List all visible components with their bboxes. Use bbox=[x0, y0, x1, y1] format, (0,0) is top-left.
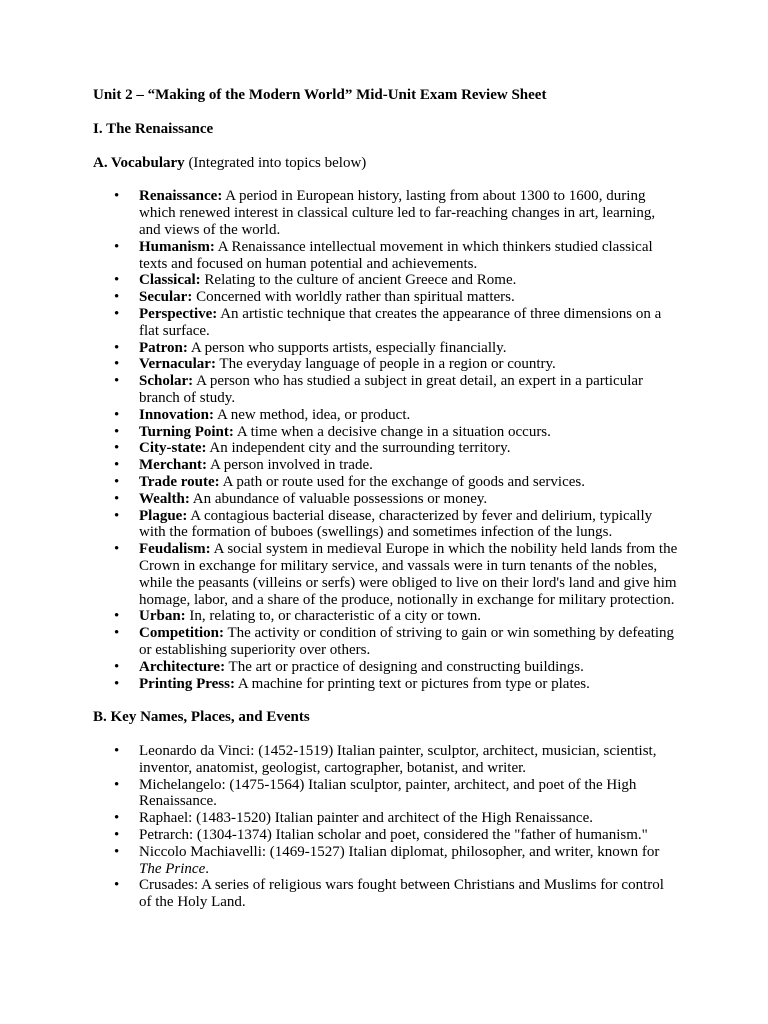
bullet-glyph: • bbox=[114, 238, 120, 255]
vocabulary-definition: An abundance of valuable possessions or money. bbox=[189, 490, 488, 507]
vocabulary-definition: The activity or condition of striving to gain or win something by defeating or establishing superiority over others. bbox=[139, 625, 675, 658]
vocabulary-term: Innovation: bbox=[139, 406, 215, 423]
bullet-glyph: • bbox=[114, 658, 120, 675]
vocabulary-definition: Concerned with worldly rather than spiritual matters. bbox=[192, 289, 515, 306]
vocabulary-definition: The everyday language of people in a region or country. bbox=[215, 356, 556, 373]
vocabulary-term: Merchant: bbox=[139, 457, 208, 474]
bullet-glyph: • bbox=[114, 608, 120, 625]
vocabulary-definition: A person involved in trade. bbox=[207, 457, 373, 474]
key-name-text: Petrarch: (1304-1374) Italian scholar and poet, considered the "father of humanism." bbox=[139, 827, 648, 844]
vocabulary-item bbox=[93, 608, 678, 625]
vocabulary-term: Architecture: bbox=[139, 658, 226, 675]
key-name-item bbox=[93, 877, 678, 911]
vocabulary-term: Turning Point: bbox=[139, 423, 234, 440]
bullet-glyph: • bbox=[114, 373, 120, 390]
key-name-item bbox=[93, 827, 678, 844]
vocabulary-item bbox=[93, 340, 678, 357]
vocabulary-item bbox=[93, 188, 678, 238]
vocabulary-term: Urban: bbox=[139, 608, 186, 625]
vocabulary-definition: A new method, idea, or product. bbox=[214, 406, 411, 423]
vocabulary-item bbox=[93, 659, 678, 676]
vocabulary-item bbox=[93, 289, 678, 306]
bullet-glyph: • bbox=[114, 507, 120, 524]
key-name-text: Niccolo Machiavelli: (1469-1527) Italian diplomat, philosopher, and writer, known for bbox=[139, 843, 660, 860]
document-title: Unit 2 – “Making of the Modern World” Mid-Unit Exam Review Sheet bbox=[93, 87, 547, 103]
vocabulary-item bbox=[93, 541, 678, 608]
subheading-key-names: B. Key Names, Places, and Events bbox=[93, 709, 310, 726]
vocabulary-item bbox=[93, 474, 678, 491]
bullet-glyph: • bbox=[114, 877, 120, 894]
vocabulary-term: Classical: bbox=[139, 272, 201, 289]
bullet-glyph: • bbox=[114, 843, 120, 860]
subheading-vocabulary bbox=[93, 155, 678, 172]
bullet-glyph: • bbox=[114, 423, 120, 440]
bullet-glyph: • bbox=[114, 743, 120, 760]
key-name-item bbox=[93, 777, 678, 811]
bullet-glyph: • bbox=[114, 339, 120, 356]
vocabulary-term: Printing Press: bbox=[139, 675, 235, 692]
bullet-glyph: • bbox=[114, 827, 120, 844]
key-name-text: Crusades: A series of religious wars fought between Christians and Muslims for control of the Holy Land. bbox=[139, 877, 664, 911]
vocabulary-definition: An artistic technique that creates the appearance of three dimensions on a flat surface. bbox=[139, 305, 662, 339]
key-name-text: Raphael: (1483-1520) Italian painter and architect of the High Renaissance. bbox=[139, 810, 593, 827]
subheading-vocabulary-label: A. Vocabulary bbox=[93, 154, 185, 171]
vocabulary-item bbox=[93, 508, 678, 542]
vocabulary-term: Feudalism: bbox=[139, 541, 211, 558]
vocabulary-definition: A machine for printing text or pictures from type or plates. bbox=[234, 675, 590, 692]
vocabulary-item bbox=[93, 424, 678, 441]
vocabulary-item bbox=[93, 306, 678, 340]
vocabulary-item bbox=[93, 440, 678, 457]
vocabulary-item bbox=[93, 356, 678, 373]
vocabulary-term: Scholar: bbox=[139, 373, 194, 390]
bullet-glyph: • bbox=[114, 305, 120, 322]
vocabulary-term: Perspective: bbox=[139, 305, 218, 322]
vocabulary-definition: An independent city and the surrounding territory. bbox=[206, 440, 511, 457]
vocabulary-definition: Relating to the culture of ancient Greece and Rome. bbox=[200, 272, 517, 289]
vocabulary-item bbox=[93, 457, 678, 474]
vocabulary-term: Renaissance: bbox=[139, 188, 223, 205]
vocabulary-term: Humanism: bbox=[139, 238, 215, 255]
vocabulary-item bbox=[93, 272, 678, 289]
bullet-glyph: • bbox=[114, 675, 120, 692]
bullet-glyph: • bbox=[114, 440, 120, 457]
bullet-glyph: • bbox=[114, 289, 120, 306]
bullet-glyph: • bbox=[114, 406, 120, 423]
bullet-glyph: • bbox=[114, 776, 120, 793]
vocabulary-definition: A period in European history, lasting from about 1300 to 1600, during which renewed interest in classical culture led to far-reaching changes in art, learning, and views of the world. bbox=[139, 188, 656, 238]
subheading-vocabulary-note: (Integrated into topics below) bbox=[184, 154, 367, 171]
vocabulary-item bbox=[93, 239, 678, 273]
vocabulary-term: Patron: bbox=[139, 339, 188, 356]
bullet-glyph: • bbox=[114, 541, 120, 558]
vocabulary-term: Plague: bbox=[139, 507, 188, 524]
vocabulary-definition: A person who has studied a subject in great detail, an expert in a particular branch of study. bbox=[139, 373, 644, 406]
vocabulary-item bbox=[93, 491, 678, 508]
vocabulary-list bbox=[93, 188, 678, 692]
vocabulary-item bbox=[93, 373, 678, 407]
vocabulary-definition: In, relating to, or characteristic of a city or town. bbox=[185, 608, 481, 625]
bullet-glyph: • bbox=[114, 490, 120, 507]
bullet-glyph: • bbox=[114, 188, 120, 205]
vocabulary-term: Vernacular: bbox=[139, 356, 216, 373]
section-heading-renaissance: I. The Renaissance bbox=[93, 120, 214, 137]
vocabulary-definition: A person who supports artists, especially financially. bbox=[187, 339, 507, 356]
vocabulary-item bbox=[93, 407, 678, 424]
key-name-item bbox=[93, 810, 678, 827]
bullet-glyph: • bbox=[114, 356, 120, 373]
vocabulary-definition: A Renaissance intellectual movement in which thinkers studied classical texts and focused on human potential and achievements. bbox=[139, 238, 653, 272]
vocabulary-term: City-state: bbox=[139, 440, 207, 457]
vocabulary-item bbox=[93, 676, 678, 693]
vocabulary-definition: A social system in medieval Europe in which the nobility held lands from the Crown in exchange for military service, and vassals were in turn tenants of the nobles, while the peasants (villeins or serfs) were obliged to live on their lord's land and give him homage, labor, and a share of the produce, notionally in exchange for military protection. bbox=[139, 541, 678, 608]
key-name-text: Leonardo da Vinci: (1452-1519) Italian painter, sculptor, architect, musician, scientist, inventor, anatomist, geologist, cartographer, botanist, and writer. bbox=[139, 743, 657, 776]
vocabulary-definition: A contagious bacterial disease, characterized by fever and delirium, typically with the formation of buboes (swellings) and sometimes infection of the lungs. bbox=[139, 507, 653, 541]
bullet-glyph: • bbox=[114, 810, 120, 827]
key-name-item bbox=[93, 743, 678, 777]
vocabulary-item bbox=[93, 625, 678, 659]
bullet-glyph: • bbox=[114, 272, 120, 289]
vocabulary-definition: The art or practice of designing and constructing buildings. bbox=[225, 658, 584, 675]
vocabulary-term: Wealth: bbox=[139, 490, 190, 507]
key-name-item bbox=[93, 844, 678, 878]
book-title: The Prince bbox=[139, 860, 206, 877]
bullet-glyph: • bbox=[114, 457, 120, 474]
vocabulary-term: Competition: bbox=[139, 625, 224, 642]
vocabulary-definition: A time when a decisive change in a situation occurs. bbox=[233, 423, 551, 440]
vocabulary-term: Secular: bbox=[139, 289, 193, 306]
vocabulary-definition: A path or route used for the exchange of goods and services. bbox=[219, 473, 585, 490]
key-name-text: Michelangelo: (1475-1564) Italian sculptor, painter, architect, and poet of the High Renaissance. bbox=[139, 776, 637, 810]
bullet-glyph: • bbox=[114, 625, 120, 642]
bullet-glyph: • bbox=[114, 473, 120, 490]
vocabulary-term: Trade route: bbox=[139, 473, 220, 490]
key-name-text-end: . bbox=[205, 860, 209, 877]
key-names-list bbox=[93, 743, 678, 911]
